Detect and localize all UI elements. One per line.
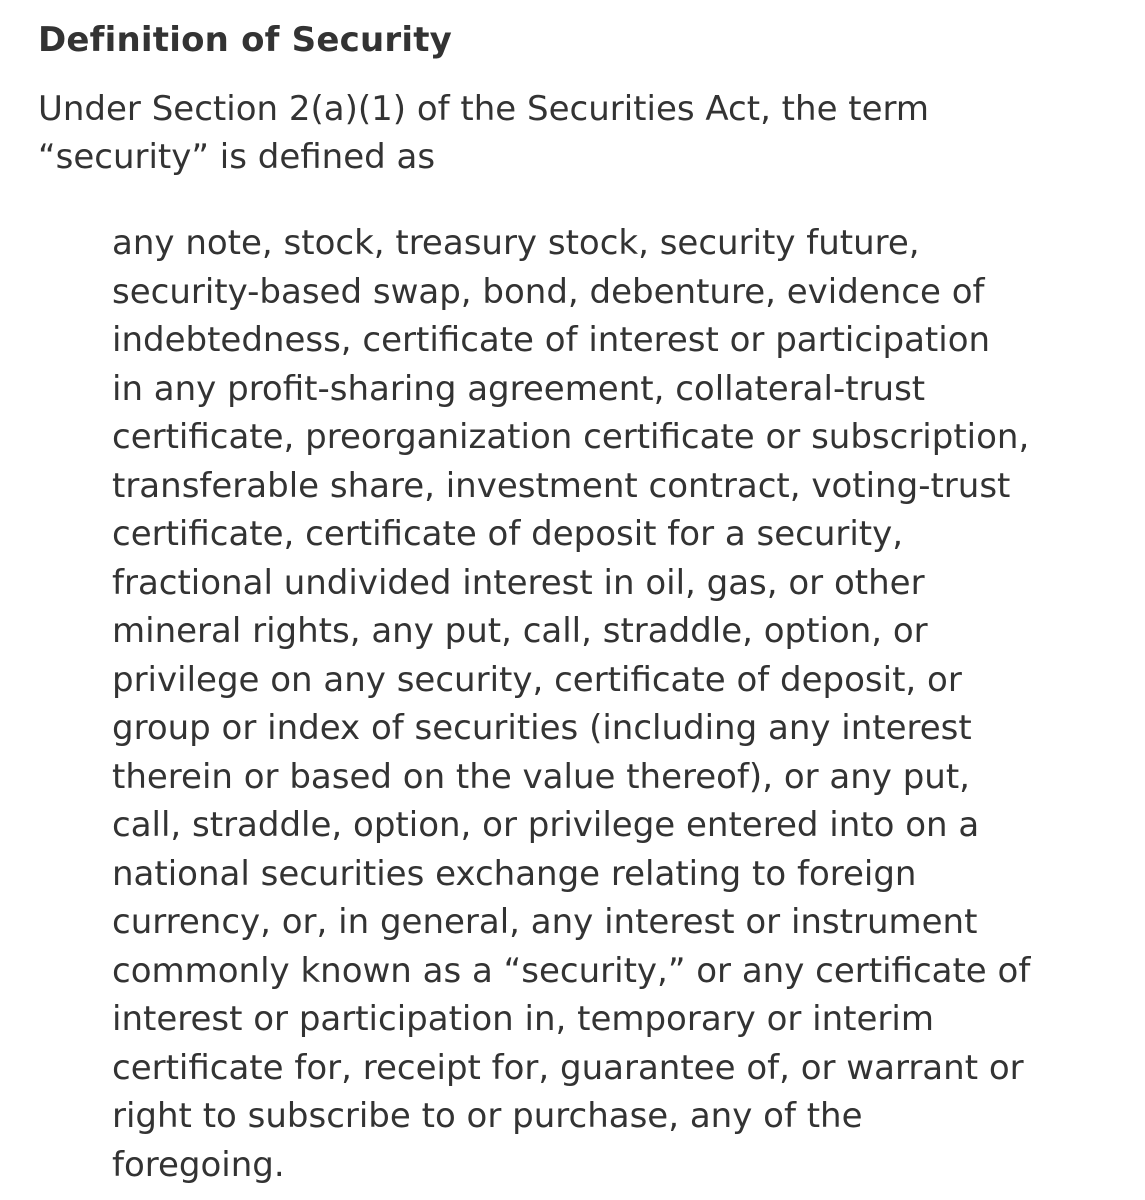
intro-paragraph: Under Section 2(a)(1) of the Securities Act, the term “security” is defined as: [38, 89, 930, 177]
document-page: [38, 18, 1133, 1189]
page-title: Definition of Security: [38, 20, 453, 60]
definition-blockquote: any note, stock, treasury stock, security future, security-based swap, bond, debenture, evidence of indebtedness, certificate of interest or participation in any profit-sharing agreement, collateral-trust certificate, preorganization certificate or subscription, transferable share, investment contract, voting-trust certificate, certificate of deposit for a security, fractional undivided interest in oil, gas, or other mineral rights, any put, call, straddle, option, or privilege on any security, certificate of deposit, or group or index of securities (including any interest therein or based on the value thereof), or any put, call, straddle, option, or privilege entered into on a national securities exchange relating to foreign currency, or, in general, any interest or instrument commonly known as a “security,” or any certificate of interest or participation in, temporary or interim certificate for, receipt for, guarantee of, or warrant or right to subscribe to or purchase, any of the foregoing.: [112, 223, 1031, 1185]
